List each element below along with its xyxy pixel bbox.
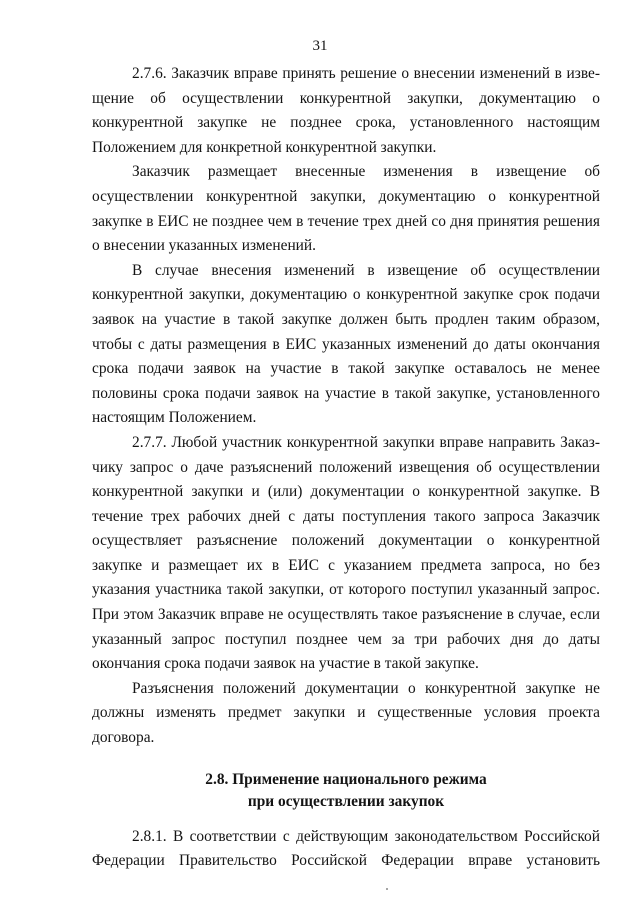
paragraph-2-8-1: 2.8.1. В соответствии с действующим законодательством Российской Федерации Правительство Российской Федерации вправе установить xyxy=(92,827,600,870)
section-heading xyxy=(92,769,600,813)
page-number: 31 xyxy=(312,38,328,54)
paragraph-deadline-extension: В случае внесения изменений в извещение об осуществлении конкурентной закупки, документацию о конкурентной закупке срок подачи заявок на участие в такой закупке должен быть продлен таким образом, чтобы с даты размещения в ЕИС указанных изменений до даты окончания срока подачи заявок на участие в такой закупке оставалось не менее половины срока подачи заявок на участие в такой закупке, установленного настоящим Положением. xyxy=(92,261,600,427)
section-heading-line-1: 2.8. Применение национального режима xyxy=(205,770,487,788)
paragraph-changes-placement: Заказчик размещает внесенные изменения в извещение об осуществлении конкурентной закупки, документацию о конкурентной закупке в ЕИС не позднее чем в течение трех дней со дня принятия решения о внесении указанных изменений. xyxy=(92,163,600,255)
paragraph-clarifications: Разъяснения положений документации о конкурентной закупке не должны изменять предмет закупки и существенные условия проекта договора. xyxy=(92,679,600,747)
paragraph-2-7-7: 2.7.7. Любой участник конкурентной закупки вправе направить Заказчику запрос о даче разъяснений положений извещения об осуществлении конкурентной закупки и (или) документации о конкурентной закупке. В течение трех рабочих дней с даты поступления такого запроса Заказчик осуществляет разъяснение положений документации о конкурентной закупке и размещает их в ЕИС с указанием предмета запроса, но без указания участника такой закупки, от которого поступил указанный запрос. При этом Заказчик вправе не осуществлять такое разъяснение в случае, если указанный запрос поступил позднее чем за три рабочих дня до даты окончания срока подачи заявок на участие в такой закупке. xyxy=(92,433,600,673)
section-heading-line-2: при осуществлении закупок xyxy=(247,792,445,810)
paragraph-2-7-6: 2.7.6. Заказчик вправе принять решение о внесении изменений в извещение об осуществлении конкурентной закупки, документацию о конкурентной закупке не позднее срока, установленного настоящим Положением для конкретной конкурентной закупки. xyxy=(92,65,600,156)
document-body xyxy=(92,62,600,874)
scan-speck xyxy=(386,888,388,890)
